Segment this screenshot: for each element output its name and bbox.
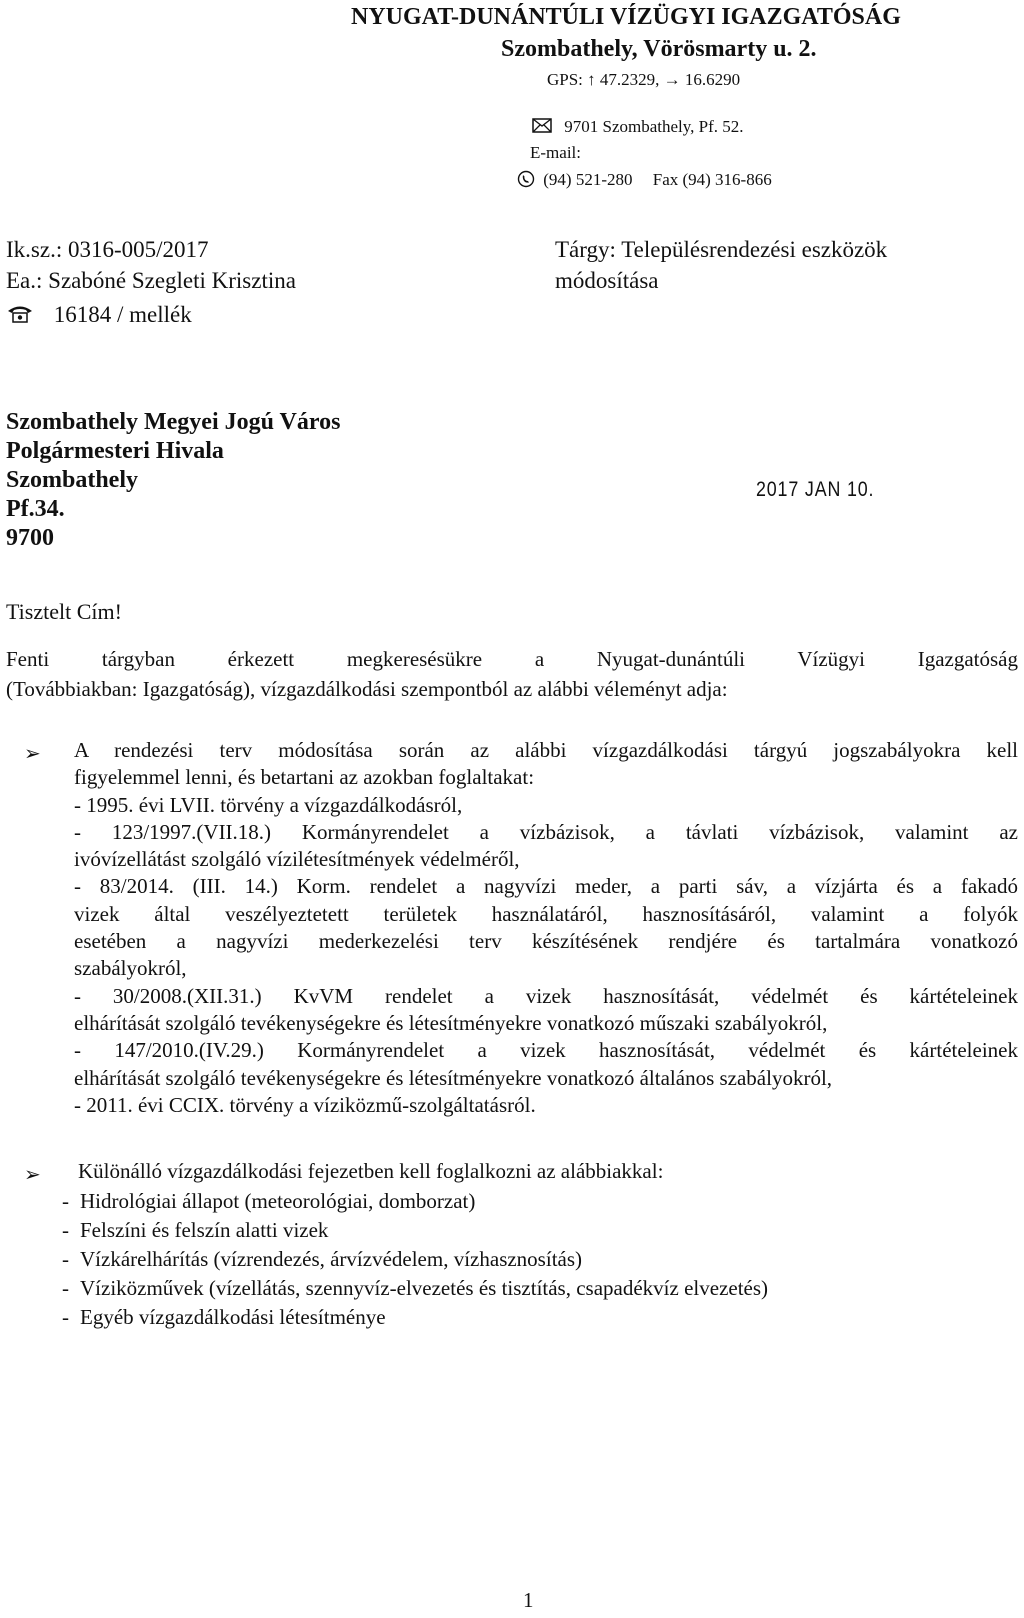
section-2-bullet: ➢ — [24, 1164, 41, 1186]
extension-row — [6, 302, 192, 330]
section-1-bullet: ➢ — [24, 743, 41, 765]
org-address: Szombathely, Vörösmarty u. 2. — [501, 36, 817, 62]
recipient-line-5: 9700 — [6, 525, 54, 551]
section-2-list — [62, 1187, 768, 1332]
subject-line-1: Tárgy: Településrendezési eszközök — [555, 237, 888, 262]
section-1-line: ivóvízellátást szolgáló vízilétesítmények védelméről, — [74, 847, 520, 872]
reference-number: Ik.sz.: 0316-005/2017 — [6, 237, 209, 262]
phone-number: (94) 521-280 — [543, 170, 633, 190]
fax-number: Fax (94) 316-866 — [652, 170, 772, 190]
extension: 16184 / mellék — [53, 302, 192, 327]
salutation: Tisztelt Cím! — [6, 599, 122, 624]
intro-line-2: (Továbbiakban: Igazgatóság), vízgazdálkodási szempontból az alábbi véleményt adja: — [6, 677, 728, 701]
received-date-stamp: 2017 JAN 10. — [756, 478, 875, 501]
section-1-line: esetében a nagyvízi mederkezelési terv készítésének rendjére és tartalmára vonatkozó — [74, 929, 1018, 954]
recipient-line-1: Szombathely Megyei Jogú Város — [6, 409, 341, 435]
org-name: NYUGAT-DUNÁNTÚLI VÍZÜGYI IGAZGATÓSÁG — [351, 4, 901, 30]
page-number: 1 — [523, 1588, 534, 1612]
section-1-line: elhárítását szolgáló tevékenységekre és létesítményekre vonatkozó általános szabályokról, — [74, 1065, 833, 1090]
subject-line-2: módosítása — [555, 268, 659, 293]
intro-line-1: Fenti tárgyban érkezett megkeresésükre a Nyugat-dunántúli Vízügyi Igazgatóság — [6, 647, 1018, 671]
telephone-icon — [6, 304, 34, 330]
gps-coordinates: GPS: ↑ 47.2329, → 16.6290 — [547, 70, 741, 89]
section-1-line: elhárítását szolgáló tevékenységekre és létesítményekre vonatkozó műszaki szabályokról, — [74, 1010, 828, 1035]
list-item: - Víziközművek (vízellátás, szennyvíz-elvezetés és tisztítás, csapadékvíz elvezetés) — [62, 1276, 769, 1300]
section-1-line: vizek által veszélyeztetett területek használatáról, hasznosításáról, valamint a folyók — [74, 901, 1018, 926]
contact-row — [517, 170, 772, 193]
recipient-line-4: Pf.34. — [6, 496, 65, 522]
section-1-line: - 123/1997.(VII.18.) Kormányrendelet a vízbázisok, a távlati vízbázisok, valamint az — [74, 819, 1018, 844]
section-1-line: figyelemmel lenni, és betartani az azokban foglaltakat: — [74, 765, 535, 790]
section-1-line: szabályokról, — [74, 956, 187, 981]
phone-icon — [517, 170, 535, 193]
section-1-line: - 2011. évi CCIX. törvény a víziközmű-szolgáltatásról. — [74, 1092, 536, 1117]
email-label: E-mail: — [530, 143, 581, 162]
section-1-line: - 30/2008.(XII.31.) KvVM rendelet a vizek hasznosítását, védelmét és kártételeinek — [74, 983, 1018, 1008]
list-item: - Hidrológiai állapot (meteorológiai, domborzat) — [62, 1189, 476, 1213]
postal-address-row — [532, 117, 744, 138]
recipient-line-3: Szombathely — [6, 467, 138, 493]
section-1-line: - 83/2014. (III. 14.) Korm. rendelet a nagyvízi meder, a parti sáv, a vízjárta és a fakadó — [74, 874, 1018, 899]
section-1-body — [74, 737, 1018, 1119]
list-item: - Felszíni és felszín alatti vizek — [62, 1218, 329, 1242]
section-1-line: - 1995. évi LVII. törvény a vízgazdálkodásról, — [74, 792, 463, 817]
recipient-line-2: Polgármesteri Hivala — [6, 438, 224, 464]
postal-address: 9701 Szombathely, Pf. 52. — [564, 117, 744, 136]
section-1-line: A rendezési terv módosítása során az alábbi vízgazdálkodási tárgyú jogszabályokra kell — [74, 738, 1018, 762]
envelope-icon — [532, 118, 552, 138]
case-officer: Ea.: Szabóné Szegleti Krisztina — [6, 268, 296, 293]
section-1-line: - 147/2010.(IV.29.) Kormányrendelet a vizek hasznosítását, védelmét és kártételeinek — [74, 1038, 1018, 1063]
section-2-heading: Különálló vízgazdálkodási fejezetben kell foglalkozni az alábbiakkal: — [78, 1159, 664, 1183]
list-item: - Vízkárelhárítás (vízrendezés, árvízvédelem, vízhasznosítás) — [62, 1247, 583, 1271]
list-item: - Egyéb vízgazdálkodási létesítménye — [62, 1305, 386, 1329]
